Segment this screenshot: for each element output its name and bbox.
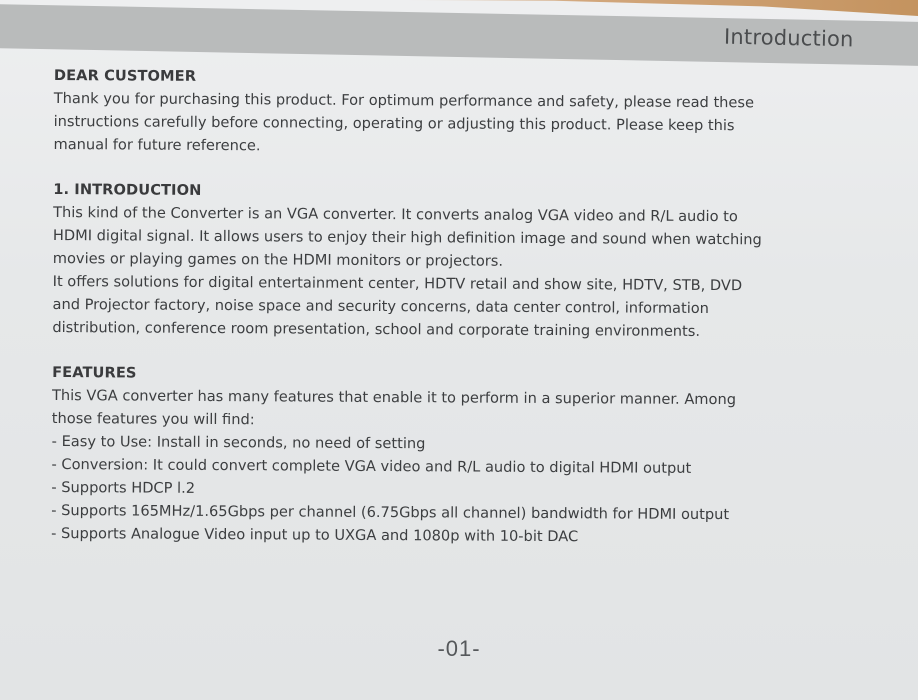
introduction-line: distribution, conference room presentation, school and corporate training environments. <box>52 318 701 340</box>
features-intro-line: This VGA converter has many features that enable it to perform in a superior manner. Among <box>51 386 737 409</box>
feature-item: - Supports Analogue Video input up to UXGA and 1080p with 10-bit DAC <box>51 524 579 546</box>
page-content <box>51 64 864 572</box>
feature-item: - Supports HDCP l.2 <box>51 478 196 497</box>
introduction-line: It offers solutions for digital entertainment center, HDTV retail and show site, HDTV, STB, DVD <box>52 272 743 295</box>
introduction-line: and Projector factory, noise space and security concerns, data center control, information <box>52 295 710 318</box>
features-list <box>51 430 862 550</box>
section-title: Introduction <box>724 24 855 52</box>
features-heading: FEATURES <box>52 363 137 382</box>
feature-item: - Conversion: It could convert complete VGA video and R/L audio to digital HDMI output <box>51 455 692 477</box>
introduction-heading: 1. INTRODUCTION <box>53 180 202 199</box>
dear-customer-section <box>53 64 864 161</box>
introduction-line: HDMI digital signal. It allows users to enjoy their high definition image and sound when watching <box>52 226 762 249</box>
feature-item: - Easy to Use: Install in seconds, no need of setting <box>51 432 426 453</box>
features-section <box>51 361 862 550</box>
introduction-line: movies or playing games on the HDMI monitors or projectors. <box>52 249 504 270</box>
page-number: -01- <box>437 636 481 661</box>
introduction-line: This kind of the Converter is an VGA converter. It converts analog VGA video and R/L audio to <box>53 203 738 226</box>
dear-customer-line: instructions carefully before connecting, operating or adjusting this product. Please keep this <box>53 112 735 135</box>
dear-customer-line: Thank you for purchasing this product. For optimum performance and safety, please read these <box>53 89 755 112</box>
features-intro-line: those features you will find: <box>51 409 255 429</box>
dear-customer-heading: DEAR CUSTOMER <box>53 66 197 85</box>
dear-customer-line: manual for future reference. <box>53 135 261 155</box>
introduction-section <box>52 178 863 344</box>
feature-item: - Supports 165MHz/1.65Gbps per channel (6.75Gbps all channel) bandwidth for HDMI output <box>51 501 730 524</box>
